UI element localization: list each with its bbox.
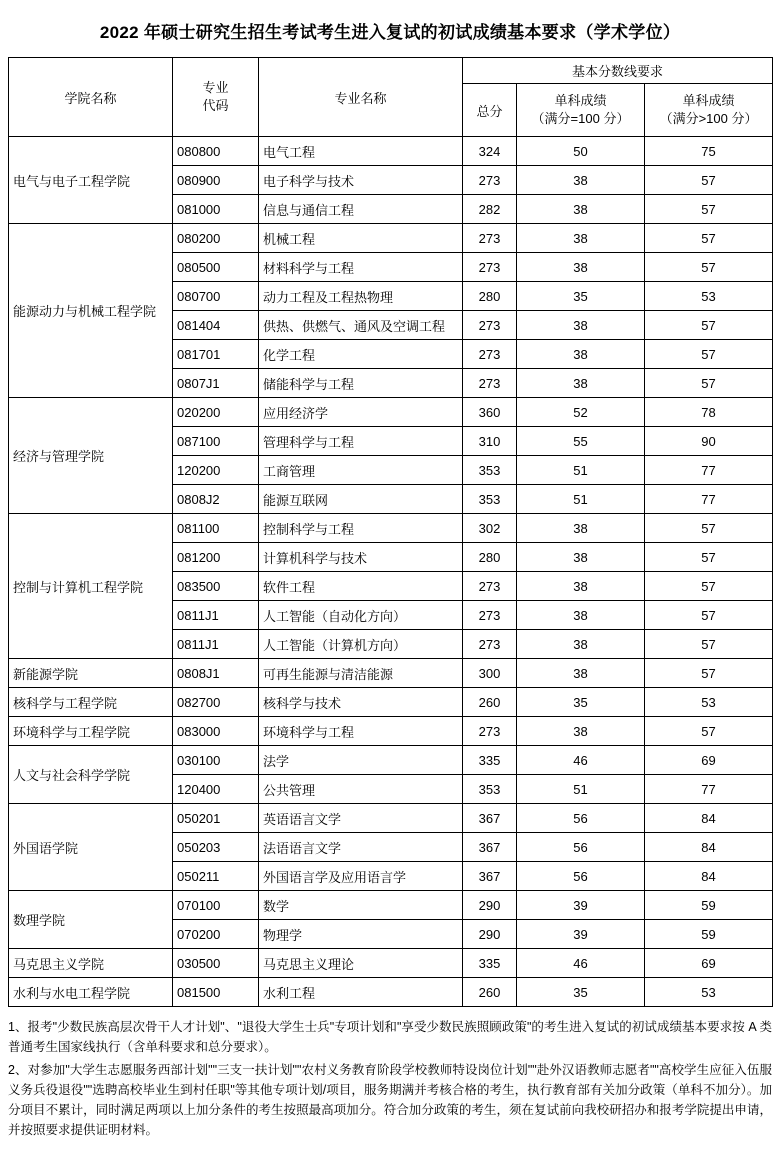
header-subject-score-100-line1: 单科成绩 xyxy=(554,93,607,109)
cell-total-score: 282 xyxy=(463,195,517,224)
cell-subject-score-100: 38 xyxy=(517,166,645,195)
cell-total-score: 280 xyxy=(463,543,517,572)
cell-major-code: 0811J1 xyxy=(173,630,259,659)
table-row xyxy=(9,891,773,920)
cell-major-name: 化学工程 xyxy=(259,340,463,369)
cell-total-score: 335 xyxy=(463,746,517,775)
cell-major-name: 法学 xyxy=(259,746,463,775)
cell-total-score: 353 xyxy=(463,456,517,485)
cell-college: 经济与管理学院 xyxy=(9,398,173,514)
cell-major-code: 030100 xyxy=(173,746,259,775)
cell-major-code: 0808J2 xyxy=(173,485,259,514)
cell-major-code: 081000 xyxy=(173,195,259,224)
cell-total-score: 273 xyxy=(463,166,517,195)
cell-subject-score-100: 38 xyxy=(517,514,645,543)
cell-total-score: 273 xyxy=(463,253,517,282)
header-score-group: 基本分数线要求 xyxy=(463,58,773,84)
table-row xyxy=(9,688,773,717)
cell-subject-score-100: 38 xyxy=(517,630,645,659)
cell-total-score: 273 xyxy=(463,369,517,398)
cell-major-name: 数学 xyxy=(259,891,463,920)
cell-major-code: 0807J1 xyxy=(173,369,259,398)
cell-subject-score-over100: 59 xyxy=(645,891,773,920)
header-subject-score-100-line2: （满分=100 分） xyxy=(531,111,630,126)
cell-total-score: 367 xyxy=(463,804,517,833)
cell-subject-score-over100: 59 xyxy=(645,920,773,949)
cell-major-name: 软件工程 xyxy=(259,572,463,601)
cell-college: 控制与计算机工程学院 xyxy=(9,514,173,659)
cell-major-name: 控制科学与工程 xyxy=(259,514,463,543)
cell-major-name: 人工智能（计算机方向） xyxy=(259,630,463,659)
cell-total-score: 260 xyxy=(463,688,517,717)
admission-score-table xyxy=(8,57,773,1007)
header-college: 学院名称 xyxy=(9,58,173,137)
table-row xyxy=(9,398,773,427)
cell-major-code: 081200 xyxy=(173,543,259,572)
header-total-score: 总分 xyxy=(463,84,517,137)
table-row xyxy=(9,746,773,775)
cell-major-name: 水利工程 xyxy=(259,978,463,1007)
cell-subject-score-100: 51 xyxy=(517,775,645,804)
cell-subject-score-100: 38 xyxy=(517,659,645,688)
cell-subject-score-over100: 57 xyxy=(645,224,773,253)
cell-subject-score-over100: 78 xyxy=(645,398,773,427)
header-subject-score-over100-line2: （满分>100 分） xyxy=(659,111,758,126)
note-item: 1、报考"少数民族高层次骨干人才计划"、"退役大学生士兵"专项计划和"享受少数民族照顾政策"的考生进入复试的初试成绩基本要求按 A 类普通考生国家线执行（含单科要求和总分要求）。 xyxy=(8,1020,772,1055)
cell-subject-score-100: 38 xyxy=(517,601,645,630)
cell-major-name: 信息与通信工程 xyxy=(259,195,463,224)
cell-subject-score-over100: 53 xyxy=(645,688,773,717)
cell-subject-score-100: 38 xyxy=(517,369,645,398)
cell-subject-score-100: 39 xyxy=(517,920,645,949)
cell-subject-score-100: 51 xyxy=(517,485,645,514)
header-major-code xyxy=(173,58,259,137)
cell-major-name: 机械工程 xyxy=(259,224,463,253)
cell-major-code: 083000 xyxy=(173,717,259,746)
cell-subject-score-100: 51 xyxy=(517,456,645,485)
cell-subject-score-100: 38 xyxy=(517,224,645,253)
cell-major-code: 081404 xyxy=(173,311,259,340)
cell-total-score: 273 xyxy=(463,340,517,369)
cell-major-code: 0808J1 xyxy=(173,659,259,688)
cell-subject-score-over100: 90 xyxy=(645,427,773,456)
cell-subject-score-100: 52 xyxy=(517,398,645,427)
cell-subject-score-over100: 69 xyxy=(645,746,773,775)
cell-major-name: 核科学与技术 xyxy=(259,688,463,717)
cell-major-code: 080900 xyxy=(173,166,259,195)
cell-major-code: 120400 xyxy=(173,775,259,804)
cell-total-score: 367 xyxy=(463,862,517,891)
header-subject-score-over100 xyxy=(645,84,773,137)
cell-college: 人文与社会科学学院 xyxy=(9,746,173,804)
header-major-code-line2: 代码 xyxy=(202,98,229,113)
table-row xyxy=(9,659,773,688)
cell-subject-score-over100: 57 xyxy=(645,166,773,195)
cell-subject-score-over100: 57 xyxy=(645,195,773,224)
cell-major-name: 供热、供燃气、通风及空调工程 xyxy=(259,311,463,340)
cell-total-score: 273 xyxy=(463,601,517,630)
cell-total-score: 300 xyxy=(463,659,517,688)
cell-major-code: 081701 xyxy=(173,340,259,369)
cell-major-code: 080200 xyxy=(173,224,259,253)
cell-subject-score-100: 38 xyxy=(517,717,645,746)
cell-major-name: 物理学 xyxy=(259,920,463,949)
header-subject-score-100 xyxy=(517,84,645,137)
cell-major-name: 能源互联网 xyxy=(259,485,463,514)
cell-total-score: 302 xyxy=(463,514,517,543)
cell-subject-score-100: 39 xyxy=(517,891,645,920)
cell-subject-score-over100: 69 xyxy=(645,949,773,978)
cell-major-name: 工商管理 xyxy=(259,456,463,485)
cell-total-score: 280 xyxy=(463,282,517,311)
cell-major-code: 070100 xyxy=(173,891,259,920)
cell-subject-score-over100: 84 xyxy=(645,833,773,862)
cell-college: 环境科学与工程学院 xyxy=(9,717,173,746)
cell-college: 马克思主义学院 xyxy=(9,949,173,978)
cell-subject-score-over100: 57 xyxy=(645,514,773,543)
page-title: 2022 年硕士研究生招生考试考生进入复试的初试成绩基本要求（学术学位） xyxy=(99,23,681,42)
cell-subject-score-100: 35 xyxy=(517,978,645,1007)
cell-subject-score-100: 55 xyxy=(517,427,645,456)
table-row xyxy=(9,514,773,543)
cell-total-score: 273 xyxy=(463,311,517,340)
cell-major-name: 管理科学与工程 xyxy=(259,427,463,456)
table-row xyxy=(9,804,773,833)
cell-subject-score-over100: 77 xyxy=(645,775,773,804)
cell-subject-score-100: 56 xyxy=(517,862,645,891)
cell-subject-score-over100: 57 xyxy=(645,659,773,688)
cell-subject-score-100: 38 xyxy=(517,543,645,572)
cell-major-code: 070200 xyxy=(173,920,259,949)
cell-total-score: 273 xyxy=(463,224,517,253)
cell-total-score: 367 xyxy=(463,833,517,862)
notes-section xyxy=(8,1017,772,1141)
cell-major-name: 电子科学与技术 xyxy=(259,166,463,195)
cell-major-name: 马克思主义理论 xyxy=(259,949,463,978)
table-row xyxy=(9,224,773,253)
cell-major-name: 材料科学与工程 xyxy=(259,253,463,282)
cell-total-score: 273 xyxy=(463,717,517,746)
cell-major-code: 081100 xyxy=(173,514,259,543)
cell-major-code: 0811J1 xyxy=(173,601,259,630)
cell-major-name: 电气工程 xyxy=(259,137,463,166)
cell-subject-score-over100: 53 xyxy=(645,978,773,1007)
cell-major-code: 083500 xyxy=(173,572,259,601)
cell-college: 数理学院 xyxy=(9,891,173,949)
cell-subject-score-over100: 57 xyxy=(645,311,773,340)
cell-subject-score-100: 38 xyxy=(517,253,645,282)
cell-total-score: 290 xyxy=(463,891,517,920)
table-header xyxy=(9,58,773,137)
cell-subject-score-over100: 77 xyxy=(645,456,773,485)
cell-major-name: 储能科学与工程 xyxy=(259,369,463,398)
cell-major-code: 082700 xyxy=(173,688,259,717)
cell-subject-score-over100: 57 xyxy=(645,340,773,369)
table-row xyxy=(9,137,773,166)
cell-major-code: 050203 xyxy=(173,833,259,862)
cell-major-name: 英语语言文学 xyxy=(259,804,463,833)
cell-subject-score-over100: 84 xyxy=(645,804,773,833)
cell-major-name: 动力工程及工程热物理 xyxy=(259,282,463,311)
cell-total-score: 335 xyxy=(463,949,517,978)
cell-major-code: 080700 xyxy=(173,282,259,311)
cell-total-score: 324 xyxy=(463,137,517,166)
cell-subject-score-over100: 57 xyxy=(645,717,773,746)
cell-college: 电气与电子工程学院 xyxy=(9,137,173,224)
header-major-name: 专业名称 xyxy=(259,58,463,137)
cell-college: 外国语学院 xyxy=(9,804,173,891)
note-item: 2、对参加"大学生志愿服务西部计划""三支一扶计划""农村义务教育阶段学校教师特设岗位计划""赴外汉语教师志愿者""高校学生应征入伍服义务兵役退役""选聘高校毕业生到村任职"等其他专项计划/项目，服务期满并考核合格的考生，执行教育部有关加分政策（单科不加分）。加分项目不累计，同时满足两项以上加分条件的考生按照最高项加分。符合加分政策的考生，须在复试前向我校研招办和报考学院提出申请，并按照要求提供证明材料。 xyxy=(8,1062,772,1138)
cell-college: 能源动力与机械工程学院 xyxy=(9,224,173,398)
cell-major-code: 087100 xyxy=(173,427,259,456)
cell-total-score: 260 xyxy=(463,978,517,1007)
cell-subject-score-over100: 57 xyxy=(645,630,773,659)
cell-college: 核科学与工程学院 xyxy=(9,688,173,717)
cell-subject-score-over100: 57 xyxy=(645,601,773,630)
cell-college: 新能源学院 xyxy=(9,659,173,688)
cell-subject-score-over100: 84 xyxy=(645,862,773,891)
cell-major-name: 计算机科学与技术 xyxy=(259,543,463,572)
table-row xyxy=(9,949,773,978)
cell-major-code: 050201 xyxy=(173,804,259,833)
cell-college: 水利与水电工程学院 xyxy=(9,978,173,1007)
cell-subject-score-over100: 57 xyxy=(645,369,773,398)
cell-subject-score-over100: 77 xyxy=(645,485,773,514)
cell-subject-score-100: 46 xyxy=(517,949,645,978)
cell-total-score: 310 xyxy=(463,427,517,456)
cell-major-code: 080500 xyxy=(173,253,259,282)
cell-major-code: 020200 xyxy=(173,398,259,427)
cell-major-name: 环境科学与工程 xyxy=(259,717,463,746)
cell-total-score: 273 xyxy=(463,630,517,659)
cell-subject-score-over100: 57 xyxy=(645,543,773,572)
cell-major-name: 应用经济学 xyxy=(259,398,463,427)
cell-subject-score-over100: 75 xyxy=(645,137,773,166)
cell-total-score: 290 xyxy=(463,920,517,949)
cell-subject-score-100: 38 xyxy=(517,195,645,224)
cell-major-code: 030500 xyxy=(173,949,259,978)
cell-major-name: 可再生能源与清洁能源 xyxy=(259,659,463,688)
cell-major-code: 050211 xyxy=(173,862,259,891)
table-row xyxy=(9,717,773,746)
cell-subject-score-100: 46 xyxy=(517,746,645,775)
cell-subject-score-100: 35 xyxy=(517,688,645,717)
cell-subject-score-100: 56 xyxy=(517,833,645,862)
cell-subject-score-over100: 53 xyxy=(645,282,773,311)
cell-major-code: 080800 xyxy=(173,137,259,166)
cell-subject-score-100: 35 xyxy=(517,282,645,311)
cell-major-code: 081500 xyxy=(173,978,259,1007)
cell-subject-score-over100: 57 xyxy=(645,253,773,282)
cell-major-name: 外国语言学及应用语言学 xyxy=(259,862,463,891)
table-body xyxy=(9,137,773,1007)
cell-major-name: 法语语言文学 xyxy=(259,833,463,862)
cell-total-score: 353 xyxy=(463,485,517,514)
header-subject-score-over100-line1: 单科成绩 xyxy=(682,93,735,109)
cell-total-score: 360 xyxy=(463,398,517,427)
cell-subject-score-100: 38 xyxy=(517,572,645,601)
table-row xyxy=(9,978,773,1007)
cell-total-score: 353 xyxy=(463,775,517,804)
cell-major-code: 120200 xyxy=(173,456,259,485)
cell-subject-score-100: 50 xyxy=(517,137,645,166)
cell-major-name: 人工智能（自动化方向） xyxy=(259,601,463,630)
cell-subject-score-over100: 57 xyxy=(645,572,773,601)
cell-major-name: 公共管理 xyxy=(259,775,463,804)
cell-subject-score-100: 56 xyxy=(517,804,645,833)
header-major-code-line1: 专业 xyxy=(202,80,229,96)
cell-total-score: 273 xyxy=(463,572,517,601)
cell-subject-score-100: 38 xyxy=(517,340,645,369)
cell-subject-score-100: 38 xyxy=(517,311,645,340)
